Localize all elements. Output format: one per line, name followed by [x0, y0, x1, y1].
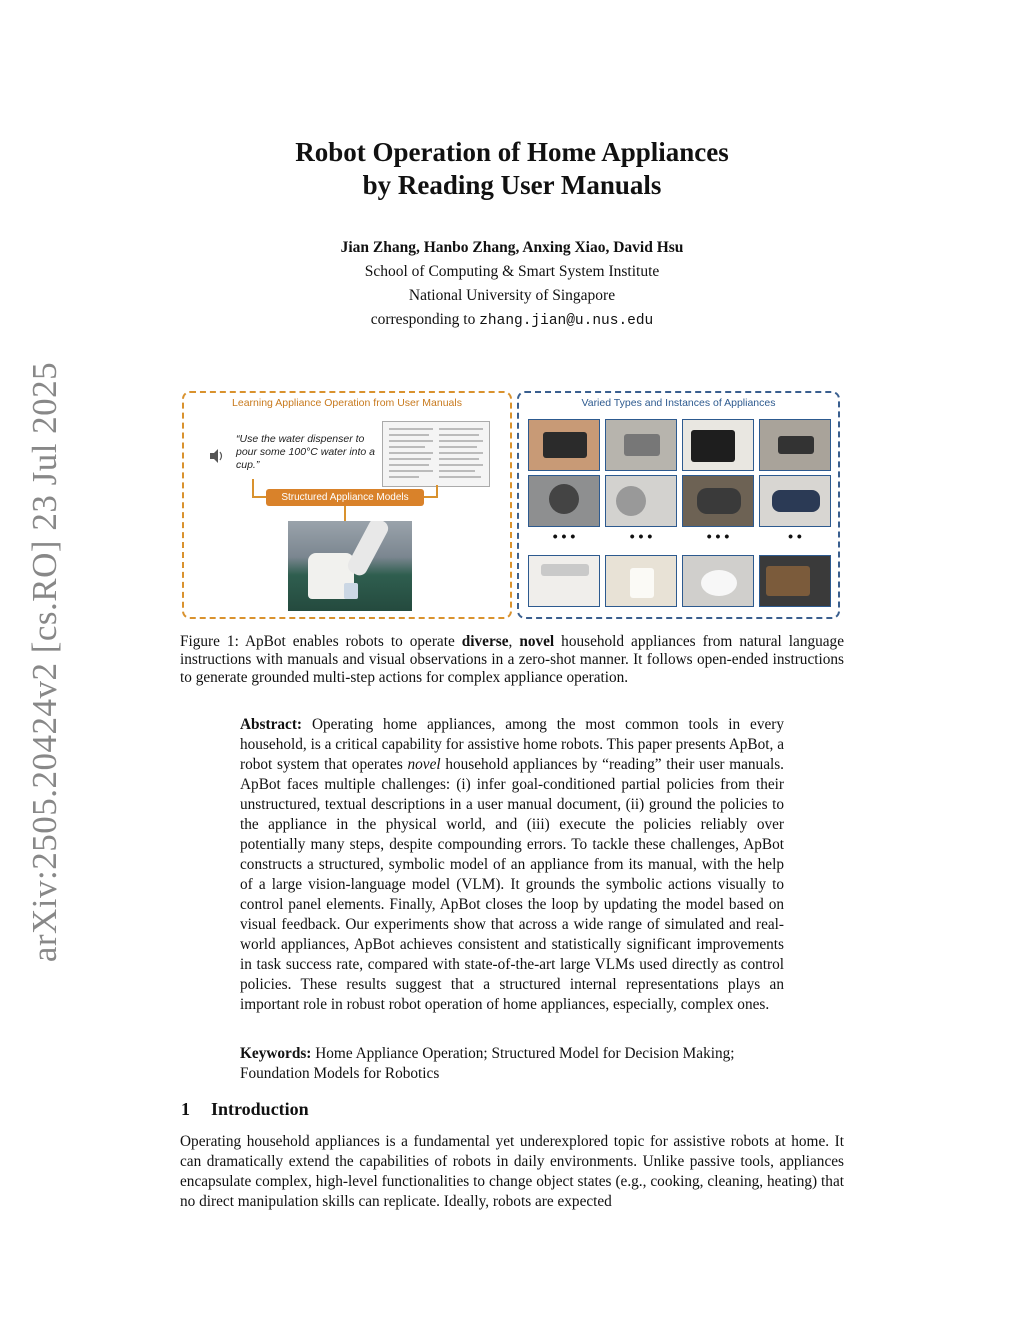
- intro-paragraph: Operating household appliances is a fundamental yet underexplored topic for assistive robots at home. It can dramatically extend the capabilities of robots in daily environments. Unlike passive tools, appliances encapsulate complex, high-level functionalities to change object states (e.g., cooking, cleaning, heating) that no direct manipulation skills can replicate. Ideally, robots are expected: [180, 1133, 844, 1210]
- user-manual-image: [382, 421, 490, 487]
- corresponding-line: [0, 308, 1024, 333]
- title-line-1: Robot Operation of Home Appliances: [295, 137, 729, 167]
- appliance-photo: [528, 475, 600, 527]
- figure-caption: [180, 633, 844, 687]
- left-panel-title: Learning Appliance Operation from User Manuals: [232, 397, 462, 409]
- affiliation-2: National University of Singapore: [408, 287, 616, 304]
- abstract: [240, 715, 784, 1015]
- appliance-photo: [759, 475, 831, 527]
- arxiv-id-text: arXiv:2505.20424v2 [cs.RO] 23 Jul 2025: [25, 361, 64, 963]
- figure-1: [182, 391, 842, 621]
- author-names: Jian Zhang, Hanbo Zhang, Anxing Xiao, David Hsu: [340, 239, 684, 256]
- appliance-photo: [682, 475, 754, 527]
- arrow-from-quote-h: [252, 496, 266, 498]
- keywords-label: Keywords:: [240, 1045, 312, 1062]
- ellipsis-2: • • •: [629, 528, 653, 544]
- ellipsis-4: • •: [788, 528, 802, 544]
- section-heading: [181, 1099, 309, 1120]
- title-line-2: by Reading User Manuals: [362, 170, 662, 200]
- arrow-to-robot: [344, 506, 346, 521]
- abstract-label: Abstract:: [240, 716, 303, 733]
- arrow-from-manual-h: [424, 496, 438, 498]
- abstract-text-2: household appliances by “reading” their user manuals. ApBot faces multiple challenges: (i) infer goal-conditioned partial policies from their unstructured, textual descriptions in a user manual document, (ii) ground the policies to the appliance in the physical world, and (iii) execute the policies reliably over potentially many steps, despite compounding errors. To tackle these challenges, ApBot constructs a structured, symbolic model of an appliance from its manual, with the help of a large vision-language model (VLM). It grounds the symbolic actions visually to control panel elements. Finally, ApBot closes the loop by updating the model based on visual feedback. Our experiments show that across a wide range of simulated and real-world appliances, ApBot achieves consistent and statistically significant improvements in task success rate, compared with state-of-the-art large VLMs used directly as control policies. These results suggest that a structured internal representations plays an important role in robust robot operation of home appliances, especially, complex ones.: [240, 756, 785, 1013]
- ellipsis-1: • • •: [552, 528, 576, 544]
- email-link[interactable]: zhang.jian@u.nus.edu: [479, 313, 654, 329]
- abstract-emphasis: novel: [407, 756, 441, 773]
- appliance-photo: [682, 555, 754, 607]
- corresponding-prefix: corresponding to: [370, 311, 476, 328]
- right-panel-title: Varied Types and Instances of Appliances: [581, 397, 776, 409]
- caption-sep: ,: [508, 633, 513, 650]
- appliance-photo: [605, 419, 677, 471]
- appliance-photo: [682, 419, 754, 471]
- affiliation-1: School of Computing & Smart System Institute: [364, 263, 660, 280]
- caption-text-1: ApBot enables robots to operate: [244, 633, 455, 650]
- ellipsis-3: • • •: [706, 528, 730, 544]
- appliance-photo: [528, 419, 600, 471]
- section-title: Introduction: [211, 1099, 309, 1119]
- abstract-text-1: Operating home appliances, among the most common tools in every household, is a critical capability for assistive home robots. This paper presents ApBot, a robot system that operates: [240, 716, 784, 773]
- appliance-photo: [759, 419, 831, 471]
- figure-right-panel: [517, 391, 840, 619]
- section-number: 1: [181, 1099, 190, 1119]
- appliance-photo: [605, 475, 677, 527]
- paper-title: [0, 136, 1024, 202]
- keywords: [240, 1044, 784, 1084]
- caption-text-2: household appliances from natural language instructions with manuals and visual observations in a zero-shot manner. It follows open-ended instructions to generate grounded multi-step actions for complex appliance operation.: [180, 633, 844, 686]
- author-block: [0, 236, 1024, 333]
- appliance-photo: [759, 555, 831, 607]
- caption-label: Figure 1:: [180, 633, 239, 650]
- robot-operating-photo: [288, 521, 412, 611]
- keywords-text: Home Appliance Operation; Structured Model for Decision Making; Foundation Models for Robotics: [240, 1045, 735, 1082]
- structured-model-box: Structured Appliance Models: [266, 489, 424, 506]
- instruction-quote: “Use the water dispenser to pour some 100°C water into a cup.”: [236, 433, 376, 471]
- arrow-from-quote: [252, 479, 254, 497]
- appliance-photo: [605, 555, 677, 607]
- figure-left-panel: [182, 391, 512, 619]
- speech-icon: [208, 445, 224, 467]
- caption-bold-1: diverse: [461, 633, 509, 650]
- arxiv-identifier: [25, 361, 64, 963]
- appliance-photo: [528, 555, 600, 607]
- caption-bold-2: novel: [519, 633, 555, 650]
